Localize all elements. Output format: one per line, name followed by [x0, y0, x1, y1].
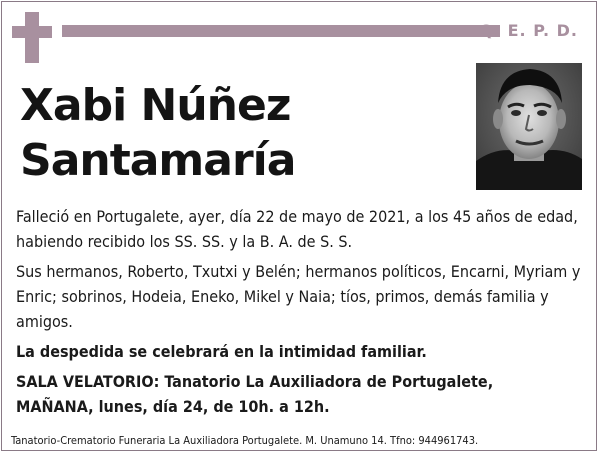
deceased-name-line-1: Xabi Núñez: [20, 80, 291, 131]
obituary-card: [1, 1, 597, 451]
death-notice-text: Falleció en Portugalete, ayer, día 22 de mayo de 2021, a los 45 años de edad, habiendo recibido los SS. SS. y la B. A. de S. S.: [16, 207, 578, 251]
qepd-label: Q. E. P. D.: [479, 21, 578, 40]
wake-info-line-1: SALA VELATORIO: Tanatorio La Auxiliadora de Portugalete,: [16, 372, 494, 391]
farewell-text: La despedida se celebrará en la intimidad familiar.: [16, 342, 427, 361]
cross-icon-bar: [12, 26, 52, 38]
wake-info-line-2: MAÑANA, lunes, día 24, de 10h. a 12h.: [16, 397, 330, 416]
deceased-name: [20, 78, 295, 188]
deceased-name-line-2: Santamaría: [20, 135, 296, 186]
deceased-photo: [476, 63, 582, 190]
wake-info: [16, 369, 591, 419]
header-rule: [62, 25, 500, 37]
funeral-home-footer: Tanatorio-Crematorio Funeraria La Auxiliadora Portugalete. M. Unamuno 14. Tfno: 944961743.: [11, 434, 479, 447]
obituary-body: [16, 204, 591, 424]
family-text: Sus hermanos, Roberto, Txutxi y Belén; hermanos políticos, Encarni, Myriam y Enric; sobrinos, Hodeia, Eneko, Mikel y Naia; tíos, primos, demás familia y amigos.: [16, 262, 581, 331]
